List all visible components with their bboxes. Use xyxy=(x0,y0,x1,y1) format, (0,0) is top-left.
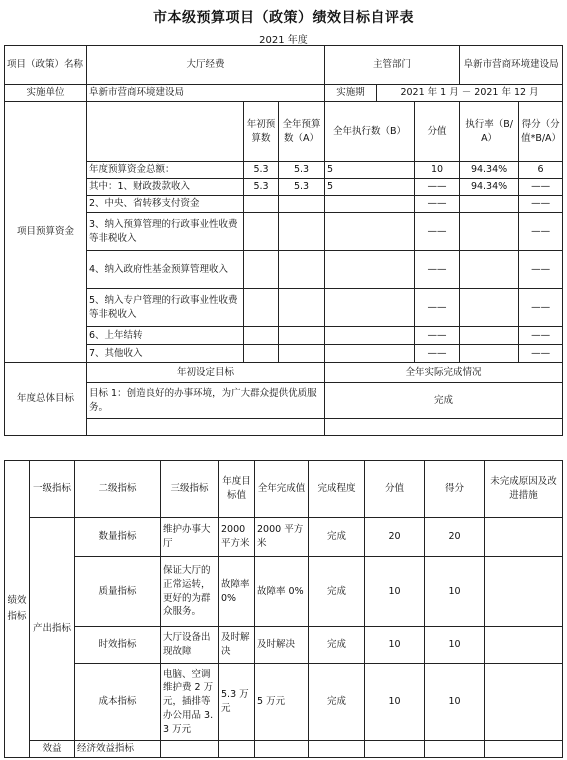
cell-target: 及时解决 xyxy=(219,627,255,664)
cell-full xyxy=(279,213,325,251)
cell-initial xyxy=(244,289,279,327)
goal-actual-text: 完成 xyxy=(325,383,563,419)
cell-initial xyxy=(244,345,279,363)
header-initial: 年初预算数 xyxy=(244,102,279,162)
cell-rate: 94.34% xyxy=(460,162,519,179)
cell-full: 5.3 xyxy=(279,162,325,179)
cell-exec: 5 xyxy=(325,162,415,179)
table-row xyxy=(5,179,563,196)
cell-degree: 完成 xyxy=(309,557,365,627)
goal-section-label: 年度总体目标 xyxy=(5,363,87,436)
cell-actual: 5 万元 xyxy=(255,664,309,741)
cell-level3: 电脑、空调维护费 2 万元，插排等办公用品 3.3 万元 xyxy=(161,664,219,741)
table-row xyxy=(5,213,563,251)
cell-score: —— xyxy=(519,345,563,363)
cell-initial xyxy=(244,213,279,251)
row-label: 7、其他收入 xyxy=(87,345,244,363)
project-name: 大厅经费 xyxy=(87,46,325,85)
cell-level3: 保证大厅的正常运转，更好的为群众服务。 xyxy=(161,557,219,627)
cell-actual: 及时解决 xyxy=(255,627,309,664)
cell-rate xyxy=(460,251,519,289)
cell-full xyxy=(279,327,325,345)
cell-blank xyxy=(365,741,425,758)
cell-level2: 成本指标 xyxy=(75,664,161,741)
cell-score: 10 xyxy=(425,627,485,664)
goal-planned-text: 目标 1：创造良好的办事环境，为广大群众提供优质服务。 xyxy=(87,383,325,419)
table-row xyxy=(5,345,563,363)
table-row xyxy=(5,664,563,741)
cell-exec xyxy=(325,327,415,345)
cell-score: 10 xyxy=(425,557,485,627)
row-label: 2、中央、省转移支付资金 xyxy=(87,196,244,213)
cell-value: —— xyxy=(415,196,460,213)
cell-target: 故障率 0% xyxy=(219,557,255,627)
cell-value: 10 xyxy=(365,664,425,741)
header-full-year: 全年预算数（A） xyxy=(279,102,325,162)
cell-value: —— xyxy=(415,289,460,327)
row-label: 6、上年结转 xyxy=(87,327,244,345)
cell-level3: 大厅设备出现故障 xyxy=(161,627,219,664)
cell-value: —— xyxy=(415,213,460,251)
budget-header-blank xyxy=(87,102,244,162)
cell-degree: 完成 xyxy=(309,664,365,741)
header-score: 得分（分值*B/A） xyxy=(519,102,563,162)
header-actual: 全年完成值 xyxy=(255,461,309,518)
perf-section-label: 绩效指标 xyxy=(5,461,30,758)
cell-level2: 数量指标 xyxy=(75,518,161,557)
cell-reason xyxy=(485,518,563,557)
impl-unit-label: 实施单位 xyxy=(5,85,87,102)
cell-blank xyxy=(425,741,485,758)
cell-exec xyxy=(325,196,415,213)
cell-score: —— xyxy=(519,327,563,345)
cell-blank xyxy=(255,741,309,758)
table-row xyxy=(5,289,563,327)
header-value: 分值 xyxy=(365,461,425,518)
goal-actual-header: 全年实际完成情况 xyxy=(325,363,563,383)
cell-value: —— xyxy=(415,251,460,289)
row-label: 年度预算资金总额： xyxy=(87,162,244,179)
cell-initial: 5.3 xyxy=(244,179,279,196)
cell-value: 10 xyxy=(415,162,460,179)
cell-exec xyxy=(325,251,415,289)
cell-score: —— xyxy=(519,213,563,251)
cell-full xyxy=(279,196,325,213)
cell-full xyxy=(279,251,325,289)
cell-initial: 5.3 xyxy=(244,162,279,179)
header-level2: 二级指标 xyxy=(75,461,161,518)
cell-blank xyxy=(309,741,365,758)
cell-rate xyxy=(460,289,519,327)
row-label: 5、纳入专户管理的行政事业性收费等非税收入 xyxy=(87,289,244,327)
budget-section-label: 项目预算资金 xyxy=(5,102,87,363)
cell-rate xyxy=(460,345,519,363)
cell-score: 6 xyxy=(519,162,563,179)
impl-unit-value: 阜新市营商环境建设局 xyxy=(87,85,325,102)
period-label: 实施期 xyxy=(325,85,377,102)
row-label: 其中：1、财政拨款收入 xyxy=(87,179,244,196)
table-row xyxy=(5,196,563,213)
cell-exec: 5 xyxy=(325,179,415,196)
cell-level2: 质量指标 xyxy=(75,557,161,627)
cell-rate xyxy=(460,213,519,251)
cell-actual: 故障率 0% xyxy=(255,557,309,627)
cell-exec xyxy=(325,213,415,251)
cell-exec xyxy=(325,345,415,363)
goal-planned-header: 年初设定目标 xyxy=(87,363,325,383)
goal-blank xyxy=(87,419,325,436)
table-row xyxy=(5,327,563,345)
cell-rate xyxy=(460,327,519,345)
cell-value: —— xyxy=(415,345,460,363)
table-row xyxy=(5,251,563,289)
table-row xyxy=(5,557,563,627)
header-score: 得分 xyxy=(425,461,485,518)
cell-target: 5.3 万元 xyxy=(219,664,255,741)
cell-score: —— xyxy=(519,196,563,213)
cell-score: —— xyxy=(519,179,563,196)
cell-initial xyxy=(244,196,279,213)
header-target: 年度目标值 xyxy=(219,461,255,518)
cell-actual: 2000 平方米 xyxy=(255,518,309,557)
cell-initial xyxy=(244,327,279,345)
cell-rate xyxy=(460,196,519,213)
cell-value: —— xyxy=(415,327,460,345)
cell-target: 2000 平方米 xyxy=(219,518,255,557)
goal-blank xyxy=(325,419,563,436)
cell-reason xyxy=(485,627,563,664)
budget-table xyxy=(4,45,563,436)
cell-degree: 完成 xyxy=(309,627,365,664)
header-executed: 全年执行数（B） xyxy=(325,102,415,162)
header-level3: 三级指标 xyxy=(161,461,219,518)
row-label: 4、纳入政府性基金预算管理收入 xyxy=(87,251,244,289)
cell-level2: 时效指标 xyxy=(75,627,161,664)
report-year: 2021 年度 xyxy=(259,35,308,46)
cell-degree: 完成 xyxy=(309,518,365,557)
table-row xyxy=(5,627,563,664)
cell-exec xyxy=(325,289,415,327)
table-row xyxy=(5,162,563,179)
cell-level2: 经济效益指标 xyxy=(75,741,161,758)
header-rate: 执行率（B/A） xyxy=(460,102,519,162)
cell-score: 10 xyxy=(425,664,485,741)
performance-table xyxy=(4,460,563,758)
dept-label: 主管部门 xyxy=(325,46,460,85)
cell-value: 10 xyxy=(365,557,425,627)
cell-reason xyxy=(485,557,563,627)
cell-blank xyxy=(219,741,255,758)
cell-score: 20 xyxy=(425,518,485,557)
cell-blank xyxy=(485,741,563,758)
cell-initial xyxy=(244,251,279,289)
cell-blank xyxy=(161,741,219,758)
table-row xyxy=(5,518,563,557)
dept-value: 阜新市营商环境建设局 xyxy=(460,46,563,85)
cell-level3: 维护办事大厅 xyxy=(161,518,219,557)
table-row xyxy=(5,741,563,758)
cell-reason xyxy=(485,664,563,741)
period-value: 2021 年 1 月 － 2021 年 12 月 xyxy=(377,85,563,102)
output-label: 产出指标 xyxy=(30,518,75,741)
cell-full: 5.3 xyxy=(279,179,325,196)
header-reason: 未完成原因及改进措施 xyxy=(485,461,563,518)
benefit-label: 效益 xyxy=(30,741,75,758)
cell-score: —— xyxy=(519,289,563,327)
row-label: 3、纳入预算管理的行政事业性收费等非税收入 xyxy=(87,213,244,251)
header-degree: 完成程度 xyxy=(309,461,365,518)
cell-value: 10 xyxy=(365,627,425,664)
header-score-value: 分值 xyxy=(415,102,460,162)
cell-full xyxy=(279,345,325,363)
project-name-label: 项目（政策）名称 xyxy=(5,46,87,85)
cell-rate: 94.34% xyxy=(460,179,519,196)
cell-value: —— xyxy=(415,179,460,196)
cell-full xyxy=(279,289,325,327)
header-level1: 一级指标 xyxy=(30,461,75,518)
cell-value: 20 xyxy=(365,518,425,557)
cell-score: —— xyxy=(519,251,563,289)
page-title: 市本级预算项目（政策）绩效目标自评表 xyxy=(153,10,414,26)
